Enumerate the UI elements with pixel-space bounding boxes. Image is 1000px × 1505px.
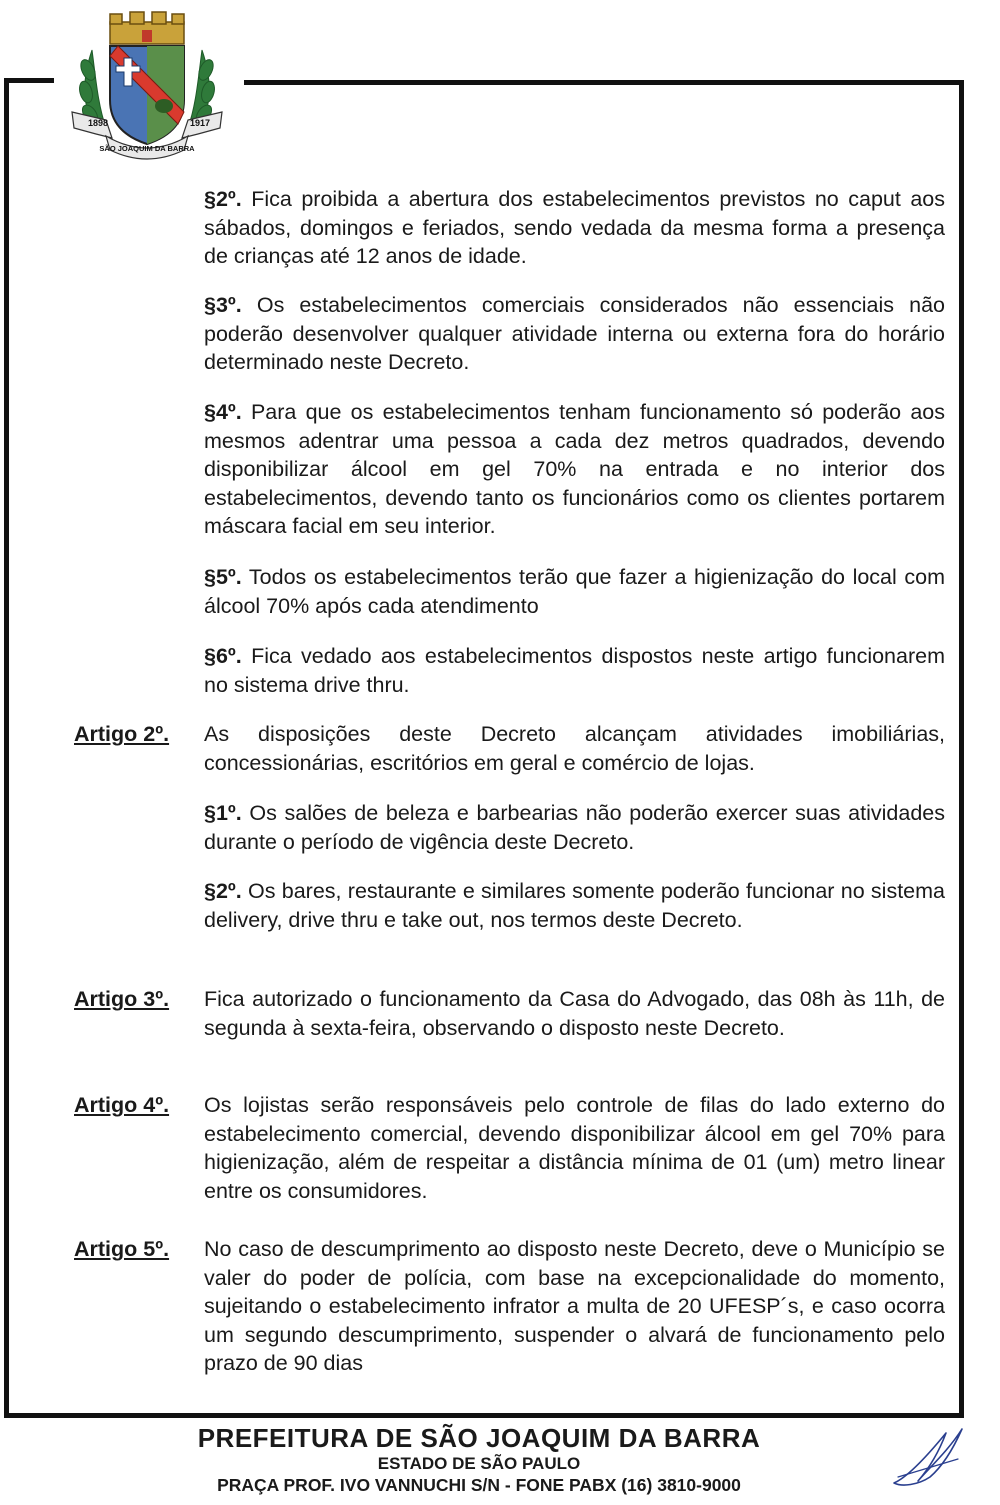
crest-ribbon-text: SÃO JOAQUIM DA BARRA xyxy=(99,144,195,153)
article-2-paragraph-2-text: Os bares, restaurante e similares somente poderão funcionar no sistema delivery, drive thru e take out, nos termos deste Decreto. xyxy=(204,879,945,932)
article-3-label: Artigo 3º. xyxy=(74,987,170,1011)
frame-line-right xyxy=(959,80,964,1418)
article-4-label: Artigo 4º. xyxy=(74,1093,170,1117)
paragraph-4-text: Para que os estabelecimentos tenham funcionamento só poderão aos mesmos adentrar uma pessoa a cada dez metros quadrados, devendo disponibilizar álcool em gel 70% na entrada e no interior dos estabelecimentos, devendo tanto os funcionários como os clientes portarem máscara facial em seu interior. xyxy=(204,400,945,539)
paragraph-6 xyxy=(204,642,945,699)
paragraph-5 xyxy=(204,563,945,620)
article-5-text: No caso de descumprimento ao disposto neste Decreto, deve o Município se valer do poder de polícia, com base na excepcionalidade do momento, sujeitando o estabelecimento infrator a multa de 20 UFESP´s, e caso ocorra um segundo descumprimento, suspender o alvará de funcionamento pelo prazo de 90 dias xyxy=(204,1237,945,1376)
footer-state: ESTADO DE SÃO PAULO xyxy=(377,1454,581,1473)
paragraph-2-text: Fica proibida a abertura dos estabelecimentos previstos no caput aos sábados, domingos e feriados, sendo vedada da mesma forma a presença de crianças até 12 anos de idade. xyxy=(204,187,945,269)
article-2-paragraph-1-text: Os salões de beleza e barbearias não poderão exercer suas atividades durante o período de vigência deste Decreto. xyxy=(204,801,945,854)
article-2-label: Artigo 2º. xyxy=(74,722,170,746)
paragraph-3-text: Os estabelecimentos comerciais considerados não essenciais não poderão desenvolver qualquer atividade interna ou externa fora do horário determinado neste Decreto. xyxy=(204,293,945,375)
crest-year-left: 1898 xyxy=(88,118,109,128)
article-4-text: Os lojistas serão responsáveis pelo controle de filas do lado externo do estabelecimento comercial, devendo disponibilizar álcool em gel 70% para higienização, além de respeitar a distância mínima de 01 (um) metro linear entre os consumidores. xyxy=(204,1093,945,1203)
letterhead-footer xyxy=(0,1422,958,1496)
article-2-paragraph-2-label: §2º. xyxy=(204,879,242,903)
crest-year-right: 1917 xyxy=(190,118,211,128)
footer-city-hall-name: PREFEITURA DE SÃO JOAQUIM DA BARRA xyxy=(197,1423,761,1453)
paragraph-6-label: §6º. xyxy=(204,644,242,668)
paragraph-4-label: §4º. xyxy=(204,400,242,424)
paragraph-2 xyxy=(204,185,945,271)
frame-line-bottom xyxy=(4,1413,964,1418)
article-5-label: Artigo 5º. xyxy=(74,1237,170,1261)
paragraph-5-label: §5º. xyxy=(204,565,242,589)
paragraph-2-label: §2º. xyxy=(204,187,242,211)
article-3-text: Fica autorizado o funcionamento da Casa do Advogado, das 08h às 11h, de segunda à sexta-feira, observando o disposto neste Decreto. xyxy=(204,987,945,1040)
article-2-paragraph-2 xyxy=(204,877,945,934)
article-2-paragraph-1 xyxy=(204,799,945,856)
paragraph-4 xyxy=(204,398,945,541)
handwritten-signature xyxy=(888,1425,968,1489)
frame-line-top-left xyxy=(4,78,54,83)
article-2-text: As disposições deste Decreto alcançam atividades imobiliárias, concessionárias, escritórios em geral e comércio de lojas. xyxy=(204,722,945,775)
footer-address-phone: PRAÇA PROF. IVO VANNUCHI S/N - FONE PABX (16) 3810-9000 xyxy=(217,1475,741,1495)
paragraph-5-text: Todos os estabelecimentos terão que fazer a higienização do local com álcool 70% após cada atendimento xyxy=(204,565,945,618)
municipal-crest-logo xyxy=(66,10,228,162)
frame-line-left xyxy=(4,78,9,1418)
paragraph-3-label: §3º. xyxy=(204,293,242,317)
article-2-paragraph-1-label: §1º. xyxy=(204,801,242,825)
paragraph-3 xyxy=(204,291,945,377)
paragraph-6-text: Fica vedado aos estabelecimentos dispostos neste artigo funcionarem no sistema drive thru. xyxy=(204,644,945,697)
frame-line-top-right xyxy=(244,80,964,85)
